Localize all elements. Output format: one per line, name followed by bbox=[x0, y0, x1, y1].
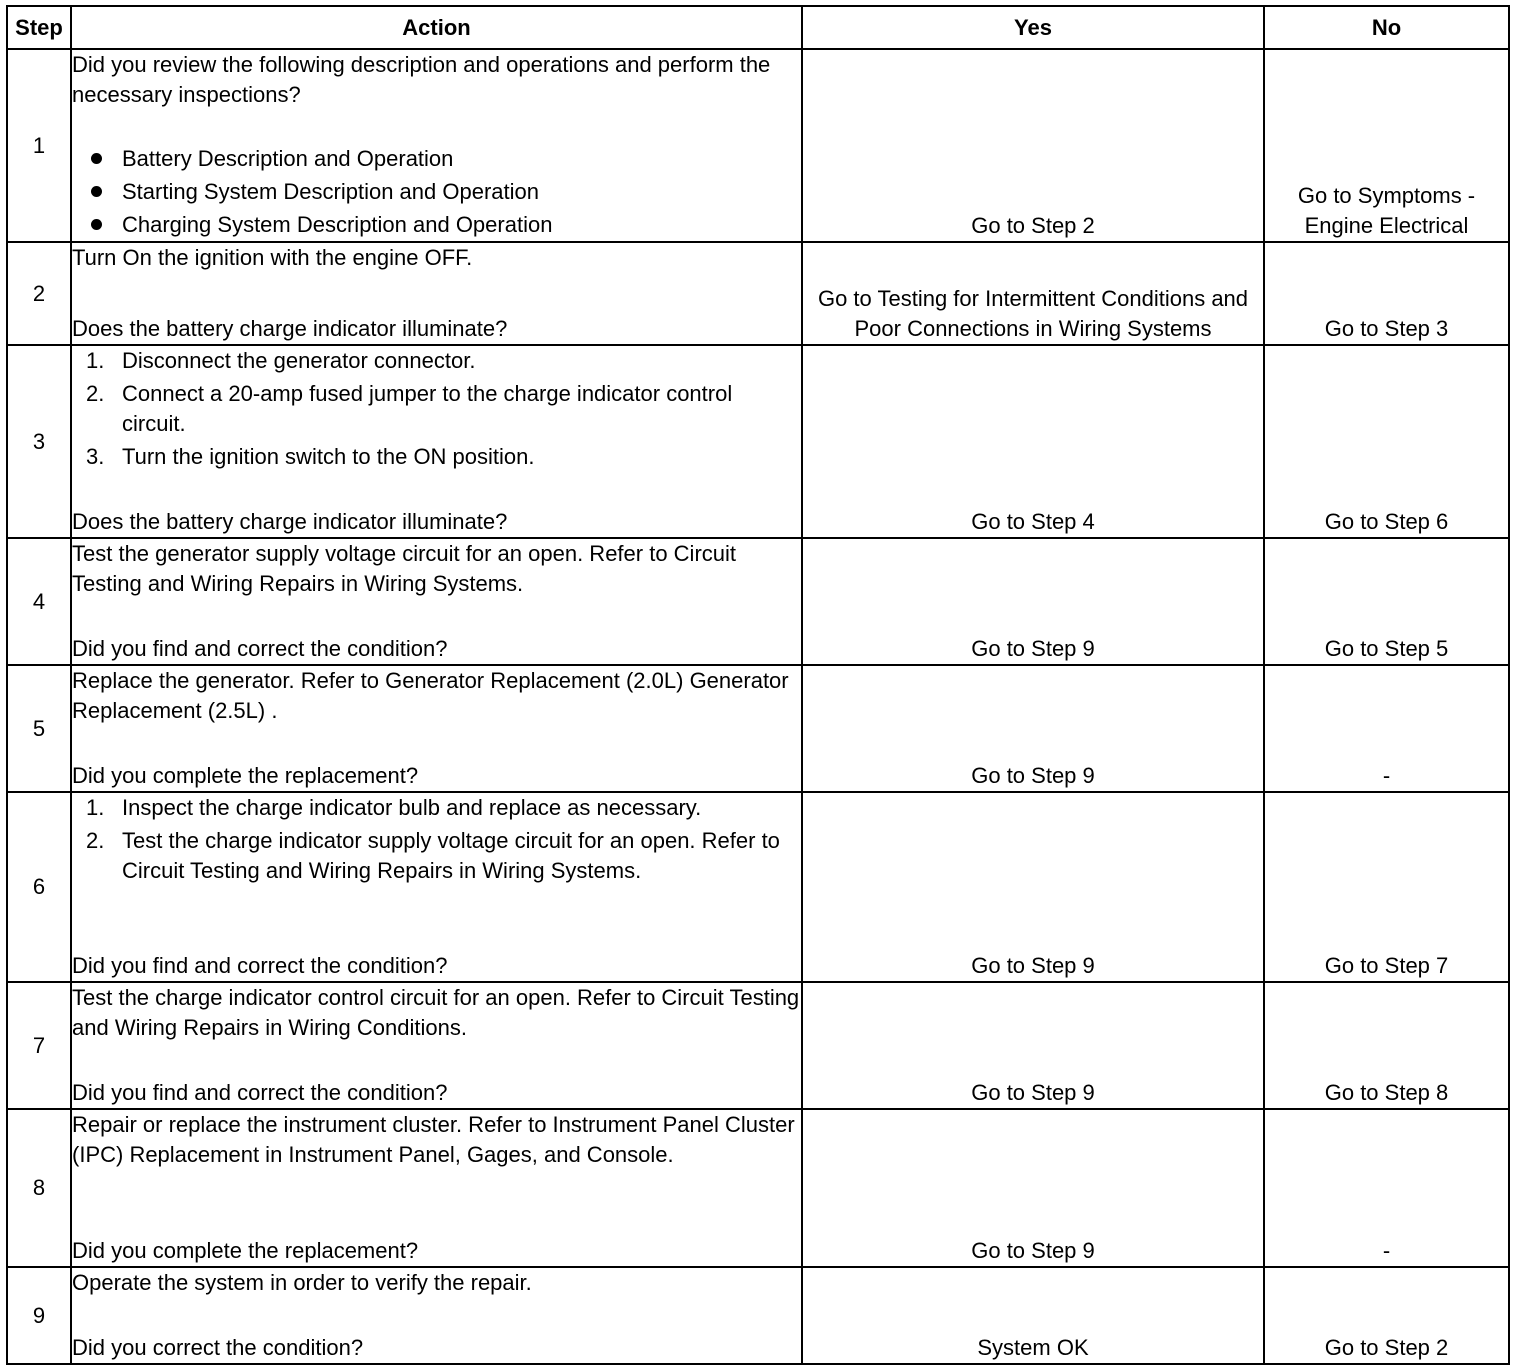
step-number: 8 bbox=[7, 1109, 71, 1267]
list-item: 2. Connect a 20-amp fused jumper to the charge indicator control circuit. bbox=[86, 381, 733, 436]
action-text: Replace the generator. Refer to Generator Replacement (2.0L) Generator Replacement (2.5L) . bbox=[72, 668, 789, 723]
action-cell bbox=[71, 538, 802, 665]
step-number: 5 bbox=[7, 665, 71, 792]
action-cell bbox=[71, 1267, 802, 1364]
table-row bbox=[7, 982, 1509, 1109]
action-cell bbox=[71, 345, 802, 538]
no-cell: Go to Step 3 bbox=[1264, 242, 1509, 345]
step-number: 2 bbox=[7, 242, 71, 345]
action-question: Does the battery charge indicator illuminate? bbox=[72, 509, 508, 534]
action-text: Repair or replace the instrument cluster. Refer to Instrument Panel Cluster (IPC) Replacement in Instrument Panel, Gages, and Console. bbox=[72, 1112, 795, 1167]
header-no: No bbox=[1264, 6, 1509, 49]
no-cell: - bbox=[1264, 665, 1509, 792]
header-row bbox=[7, 6, 1509, 49]
action-text: Test the generator supply voltage circuit for an open. Refer to Circuit Testing and Wiring Repairs in Wiring Systems. bbox=[72, 541, 737, 596]
bullet-list bbox=[72, 142, 801, 241]
action-cell bbox=[71, 242, 802, 345]
action-question: Did you complete the replacement? bbox=[72, 1238, 419, 1263]
yes-cell: Go to Step 9 bbox=[802, 538, 1264, 665]
action-question: Did you find and correct the condition? bbox=[72, 953, 448, 978]
diagnostic-table bbox=[6, 5, 1510, 1365]
no-cell: Go to Step 2 bbox=[1264, 1267, 1509, 1364]
action-cell bbox=[71, 49, 802, 242]
list-item: 2. Test the charge indicator supply voltage circuit for an open. Refer to Circuit Testing and Wiring Repairs in Wiring Systems. bbox=[86, 828, 780, 883]
action-question: Did you correct the condition? bbox=[72, 1335, 364, 1360]
numbered-list bbox=[72, 793, 801, 889]
table-row bbox=[7, 665, 1509, 792]
yes-cell: Go to Step 9 bbox=[802, 665, 1264, 792]
yes-cell: System OK bbox=[802, 1267, 1264, 1364]
action-question: Did you find and correct the condition? bbox=[72, 636, 448, 661]
action-cell bbox=[71, 665, 802, 792]
step-number: 4 bbox=[7, 538, 71, 665]
header-action: Action bbox=[71, 6, 802, 49]
no-cell: Go to Step 5 bbox=[1264, 538, 1509, 665]
table-row bbox=[7, 792, 1509, 982]
step-number: 9 bbox=[7, 1267, 71, 1364]
action-cell bbox=[71, 792, 802, 982]
no-cell: - bbox=[1264, 1109, 1509, 1267]
action-question: Did you find and correct the condition? bbox=[72, 1080, 448, 1105]
action-text: Turn On the ignition with the engine OFF. bbox=[72, 245, 473, 270]
action-text: Operate the system in order to verify the repair. bbox=[72, 1270, 532, 1295]
table-row bbox=[7, 1267, 1509, 1364]
action-text: Test the charge indicator control circuit for an open. Refer to Circuit Testing and Wiring Repairs in Wiring Conditions. bbox=[72, 985, 800, 1040]
action-cell bbox=[71, 982, 802, 1109]
step-number: 1 bbox=[7, 49, 71, 242]
step-number: 3 bbox=[7, 345, 71, 538]
table-row bbox=[7, 242, 1509, 345]
yes-cell: Go to Step 4 bbox=[802, 345, 1264, 538]
yes-cell: Go to Testing for Intermittent Conditions and Poor Connections in Wiring Systems bbox=[802, 242, 1264, 345]
action-question: Did you complete the replacement? bbox=[72, 763, 419, 788]
yes-cell: Go to Step 2 bbox=[802, 49, 1264, 242]
header-yes: Yes bbox=[802, 6, 1264, 49]
no-cell: Go to Step 6 bbox=[1264, 345, 1509, 538]
list-item: 1. Disconnect the generator connector. bbox=[86, 348, 476, 373]
no-cell: Go to Step 8 bbox=[1264, 982, 1509, 1109]
list-item: 3. Turn the ignition switch to the ON position. bbox=[86, 444, 535, 469]
table-row bbox=[7, 538, 1509, 665]
step-number: 7 bbox=[7, 982, 71, 1109]
table-row bbox=[7, 1109, 1509, 1267]
step-number: 6 bbox=[7, 792, 71, 982]
action-text: Did you review the following description and operations and perform the necessary inspections? bbox=[72, 52, 771, 107]
table-row bbox=[7, 345, 1509, 538]
list-item: Battery Description and Operation bbox=[72, 142, 801, 175]
no-cell: Go to Symptoms - Engine Electrical bbox=[1264, 49, 1509, 242]
list-item: Charging System Description and Operation bbox=[72, 208, 801, 241]
yes-cell: Go to Step 9 bbox=[802, 982, 1264, 1109]
list-item: Starting System Description and Operation bbox=[72, 175, 801, 208]
action-question: Does the battery charge indicator illuminate? bbox=[72, 316, 508, 341]
header-step: Step bbox=[7, 6, 71, 49]
numbered-list bbox=[72, 346, 801, 475]
yes-cell: Go to Step 9 bbox=[802, 1109, 1264, 1267]
list-item: 1. Inspect the charge indicator bulb and replace as necessary. bbox=[86, 795, 702, 820]
no-cell: Go to Step 7 bbox=[1264, 792, 1509, 982]
table-row bbox=[7, 49, 1509, 242]
action-cell bbox=[71, 1109, 802, 1267]
yes-cell: Go to Step 9 bbox=[802, 792, 1264, 982]
